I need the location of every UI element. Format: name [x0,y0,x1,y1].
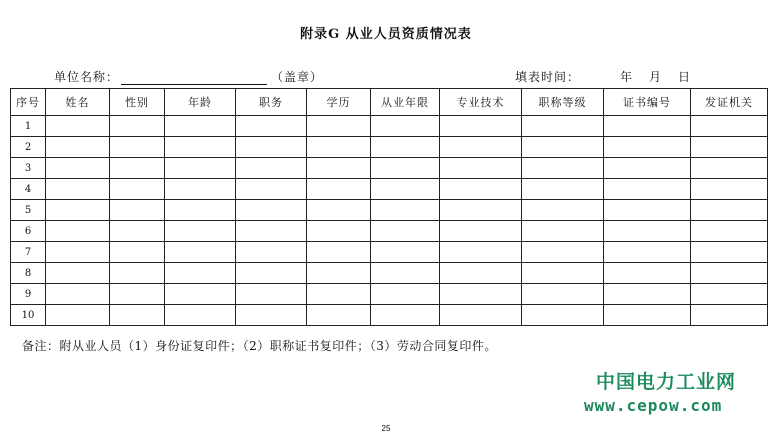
table-header-row [11,89,768,116]
table-cell[interactable] [46,221,110,242]
table-cell[interactable] [165,305,236,326]
row-number-cell: 4 [11,179,46,200]
table-cell[interactable] [46,179,110,200]
table-cell[interactable] [691,179,768,200]
row-number-cell: 5 [11,200,46,221]
watermark-site-name: 中国电力工业网 [596,371,737,393]
table-row [11,263,768,284]
table-row [11,221,768,242]
row-number-cell: 1 [11,116,46,137]
day-label: 日 [678,70,692,84]
table-cell[interactable] [522,116,604,137]
column-header: 职务 [236,89,307,116]
table-cell[interactable] [440,284,522,305]
table-cell[interactable] [110,179,165,200]
table-cell[interactable] [440,158,522,179]
table-cell[interactable] [110,263,165,284]
table-cell[interactable] [371,158,440,179]
table-cell[interactable] [440,137,522,158]
table-cell[interactable] [165,158,236,179]
table-cell[interactable] [110,284,165,305]
table-cell[interactable] [110,116,165,137]
table-cell[interactable] [307,263,371,284]
table-cell[interactable] [110,137,165,158]
unit-name-blank[interactable] [121,70,267,85]
table-cell[interactable] [371,242,440,263]
table-cell[interactable] [440,305,522,326]
table-cell[interactable] [307,221,371,242]
table-cell[interactable] [691,116,768,137]
column-header: 发证机关 [691,89,768,116]
table-cell[interactable] [604,179,691,200]
table-cell[interactable] [522,200,604,221]
table-cell[interactable] [165,116,236,137]
table-cell[interactable] [371,179,440,200]
table-cell[interactable] [440,263,522,284]
table-cell[interactable] [604,263,691,284]
column-header: 专业技术 [440,89,522,116]
column-header: 性别 [110,89,165,116]
remarks-note: 备注：附从业人员（1）身份证复印件；（2）职称证书复印件；（3）劳动合同复印件。 [22,339,497,353]
unit-name-label: 单位名称： [54,70,120,84]
table-cell[interactable] [371,137,440,158]
row-number-cell: 10 [11,305,46,326]
column-header: 证书编号 [604,89,691,116]
table-cell[interactable] [522,284,604,305]
month-label: 月 [649,70,663,84]
table-cell[interactable] [307,200,371,221]
table-row [11,116,768,137]
column-header: 从业年限 [371,89,440,116]
table-cell[interactable] [691,284,768,305]
watermark-site-url: www.cepow.com [584,396,723,415]
table-cell[interactable] [165,263,236,284]
row-number-cell: 3 [11,158,46,179]
table-cell[interactable] [165,284,236,305]
fill-date-row [515,68,691,85]
table-cell[interactable] [236,137,307,158]
table-cell[interactable] [522,242,604,263]
table-cell[interactable] [440,179,522,200]
table-cell[interactable] [522,158,604,179]
row-number-cell: 8 [11,263,46,284]
table-cell[interactable] [110,200,165,221]
table-cell[interactable] [604,221,691,242]
table-cell[interactable] [165,137,236,158]
unit-name-row [54,68,323,85]
table-cell[interactable] [440,221,522,242]
table-cell[interactable] [691,137,768,158]
table-row [11,305,768,326]
table-cell[interactable] [236,221,307,242]
seal-label: （盖章） [271,70,324,84]
table-cell[interactable] [46,284,110,305]
table-cell[interactable] [46,305,110,326]
row-number-cell: 7 [11,242,46,263]
table-cell[interactable] [307,158,371,179]
table-cell[interactable] [307,137,371,158]
table-cell[interactable] [110,305,165,326]
table-cell[interactable] [46,263,110,284]
table-cell[interactable] [604,200,691,221]
table-cell[interactable] [691,242,768,263]
table-cell[interactable] [46,200,110,221]
table-cell[interactable] [371,305,440,326]
column-header: 年龄 [165,89,236,116]
table-cell[interactable] [691,221,768,242]
table-body [11,116,768,326]
table-cell[interactable] [604,158,691,179]
table-cell[interactable] [110,221,165,242]
table-cell[interactable] [236,242,307,263]
personnel-qualification-table [10,88,768,326]
table-cell[interactable] [691,200,768,221]
table-row [11,200,768,221]
table-cell[interactable] [440,116,522,137]
table-cell[interactable] [307,242,371,263]
table-cell[interactable] [165,242,236,263]
table-cell[interactable] [604,284,691,305]
table-cell[interactable] [307,305,371,326]
table-cell[interactable] [236,284,307,305]
table-cell[interactable] [165,200,236,221]
table-row [11,284,768,305]
table-cell[interactable] [46,242,110,263]
table-cell[interactable] [604,116,691,137]
table-cell[interactable] [236,158,307,179]
fill-date-label: 填表时间： [515,70,581,84]
table-cell[interactable] [46,137,110,158]
table-cell[interactable] [604,242,691,263]
table-cell[interactable] [236,263,307,284]
table-cell[interactable] [522,263,604,284]
column-header: 姓名 [46,89,110,116]
column-header: 学历 [307,89,371,116]
row-number-cell: 9 [11,284,46,305]
table-cell[interactable] [236,116,307,137]
page-number: 25 [381,424,391,433]
table-cell[interactable] [371,116,440,137]
table-cell[interactable] [371,284,440,305]
row-number-cell: 2 [11,137,46,158]
table-cell[interactable] [691,263,768,284]
table-cell[interactable] [110,242,165,263]
table-cell[interactable] [522,221,604,242]
table-cell[interactable] [165,221,236,242]
column-header: 序号 [11,89,46,116]
row-number-cell: 6 [11,221,46,242]
table-cell[interactable] [46,158,110,179]
table-cell[interactable] [307,284,371,305]
table-cell[interactable] [236,179,307,200]
table-cell[interactable] [236,305,307,326]
table-cell[interactable] [307,179,371,200]
table-cell[interactable] [371,200,440,221]
table-cell[interactable] [236,200,307,221]
table-cell[interactable] [522,137,604,158]
table-cell[interactable] [691,158,768,179]
table-cell[interactable] [522,179,604,200]
table-cell[interactable] [110,158,165,179]
table-cell[interactable] [165,179,236,200]
table-cell[interactable] [440,242,522,263]
column-header: 职称等级 [522,89,604,116]
table-cell[interactable] [522,305,604,326]
table-cell[interactable] [371,221,440,242]
document-title: 附录G 从业人员资质情况表 [300,27,472,42]
table-cell[interactable] [691,305,768,326]
table-cell[interactable] [440,200,522,221]
year-label: 年 [620,70,634,84]
table-cell[interactable] [46,116,110,137]
table-row [11,242,768,263]
table-cell[interactable] [371,263,440,284]
table-cell[interactable] [307,116,371,137]
table-row [11,158,768,179]
table-row [11,179,768,200]
table-cell[interactable] [604,137,691,158]
table-row [11,137,768,158]
table-cell[interactable] [604,305,691,326]
